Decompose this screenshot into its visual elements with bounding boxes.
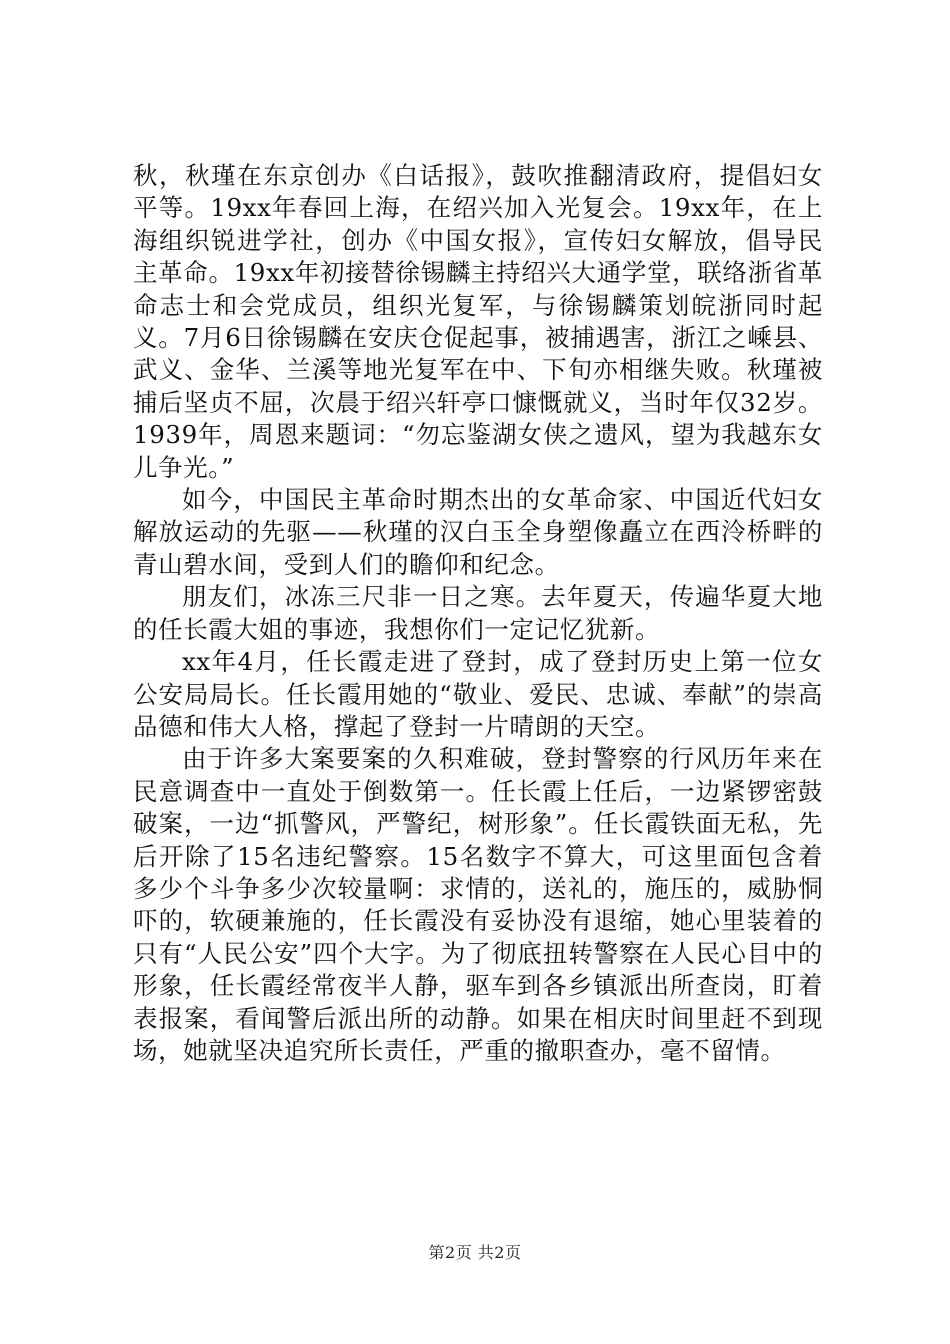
- paragraph-1: 秋，秋瑾在东京创办《白话报》，鼓吹推翻清政府，提倡妇女平等。19xx年春回上海，在绍兴加入光复会。19xx年，在上海组织锐进学社，创办《中国女报》，宣传妇女解放，倡导民主革命。19xx年初接替徐锡麟主持绍兴大通学堂，联络浙省革命志士和会党成员，组织光复军，与徐锡麟策划皖浙同时起义。7月6日徐锡麟在安庆仓促起事，被捕遇害，浙江之嵊县、武义、金华、兰溪等地光复军在中、下旬亦相继失败。秋瑾被捕后坚贞不屈，次晨于绍兴轩亭口慷慨就义，当时年仅32岁。1939年，周恩来题词：“勿忘鉴湖女侠之遗风，望为我越东女儿争光。”: [133, 161, 823, 482]
- page-footer: 第2页 共2页: [428, 1243, 522, 1262]
- body-text: [133, 160, 823, 1067]
- paragraph-5: 由于许多大案要案的久积难破，登封警察的行风历年来在民意调查中一直处于倒数第一。任长霞上任后，一边紧锣密鼓破案，一边“抓警风，严警纪，树形象”。任长霞铁面无私，先后开除了15名违纪警察。15名数字不算大，可这里面包含着多少个斗争多少次较量啊：求情的，送礼的，施压的，威胁恫吓的，软硬兼施的，任长霞没有妥协没有退缩，她心里装着的只有“人民公安”四个大字。为了彻底扭转警察在人民心目中的形象，任长霞经常夜半人静，驱车到各乡镇派出所查岗，盯着表报案，看闻警后派出所的动静。如果在相庆时间里赶不到现场，她就坚决追究所长责任，严重的撤职查办，毫不留情。: [133, 744, 823, 1065]
- paragraph-2: 如今，中国民主革命时期杰出的女革命家、中国近代妇女解放运动的先驱——秋瑾的汉白玉全身塑像矗立在西泠桥畔的青山碧水间，受到人们的瞻仰和纪念。: [133, 485, 823, 579]
- paragraph-3: 朋友们，冰冻三尺非一日之寒。去年夏天，传遍华夏大地的任长霞大姐的事迹，我想你们一定记忆犹新。: [133, 582, 823, 644]
- paragraph-4: xx年4月，任长霞走进了登封，成了登封历史上第一位女公安局局长。任长霞用她的“敬业、爱民、忠诚、奉献”的崇高品德和伟大人格，撑起了登封一片晴朗的天空。: [133, 647, 823, 741]
